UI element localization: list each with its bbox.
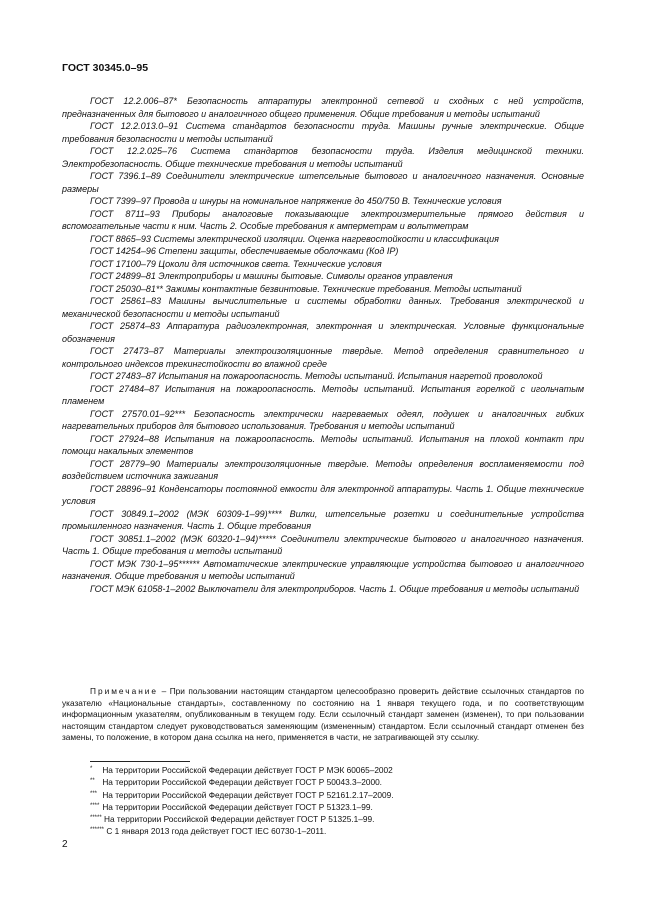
footnote-text: С 1 января 2013 года действует ГОСТ IEC 60730-1–2011.	[106, 826, 327, 837]
reference-item: ГОСТ 12.2.013.0–91 Система стандартов безопасности труда. Машины ручные электрические. Общие требования безопасности и методы испытаний	[62, 121, 584, 144]
footnote-text: На территории Российской Федерации действует ГОСТ Р 51323.1–99.	[102, 801, 373, 812]
footnote-item	[90, 801, 584, 813]
note-paragraph	[62, 686, 584, 744]
reference-item: ГОСТ 25874–83 Аппаратура радиоэлектронная, электронная и электрическая. Условные функциональные обозначения	[62, 321, 584, 344]
footnote-text: На территории Российской Федерации действует ГОСТ Р 51325.1–99.	[104, 814, 375, 825]
footnote-item	[90, 776, 584, 788]
reference-item: ГОСТ 17100–79 Цоколи для источников света. Технические условия	[90, 258, 382, 269]
note-label: Примечание	[90, 686, 159, 696]
footnotes	[90, 764, 584, 838]
footnote-marker: ****	[90, 802, 100, 809]
reference-item: ГОСТ МЭК 730-1–95****** Автоматические электрические управляющие устройства бытового и аналогичного назначения. Общие требования и методы испытаний	[62, 558, 584, 581]
reference-item: ГОСТ 12.2.006–87* Безопасность аппаратуры электронной сетевой и сходных с ней устройств, предназначенных для бытового и аналогичного общего применения. Общие требования и методы испытаний	[62, 96, 584, 119]
footnote-marker: *****	[90, 815, 102, 822]
footnote-marker: *	[90, 766, 93, 772]
footnote-marker: **	[90, 778, 95, 785]
reference-item: ГОСТ 30851.1–2002 (МЭК 60320-1–94)***** Соединители электрические бытового и аналогичного назначения. Часть 1. Общие требования и методы испытаний	[62, 533, 584, 556]
reference-item: ГОСТ 12.2.025–76 Система стандартов безопасности труда. Изделия медицинской техники. Электробезопасность. Общие технические требования и методы испытаний	[62, 146, 584, 169]
footnote-marker: ******	[90, 827, 105, 834]
reference-item: ГОСТ 14254–96 Степени защиты, обеспечиваемые оболочками (Код IP)	[90, 246, 399, 256]
reference-item: ГОСТ 24899–81 Электроприборы и машины бытовые. Символы органов управления	[90, 271, 453, 281]
reference-item: ГОСТ 27483–87 Испытания на пожароопасность. Методы испытаний. Испытания нагретой проволокой	[90, 371, 543, 381]
reference-item: ГОСТ 27570.01–92*** Безопасность электрически нагреваемых одеял, подушек и аналогичных гибких нагревательных приборов для бытового использования. Требования и методы испытаний	[62, 408, 584, 431]
reference-item: ГОСТ 27484–87 Испытания на пожароопасность. Методы испытаний. Испытания горелкой с игольчатым пламенем	[62, 383, 584, 406]
footnote-item	[90, 764, 584, 776]
reference-item: ГОСТ 7396.1–89 Соединители электрические штепсельные бытового и аналогичного назначения. Основные размеры	[62, 171, 584, 194]
reference-item: ГОСТ 8711–93 Приборы аналоговые показывающие электроизмерительные прямого действия и вспомогательные части к ним. Часть 2. Особые требования к амперметрам и вольтметрам	[62, 208, 584, 231]
footnote-divider	[90, 761, 190, 762]
footnote-text: На территории Российской Федерации действует ГОСТ Р МЭК 60065–2002	[102, 765, 393, 775]
reference-item: ГОСТ 30849.1–2002 (МЭК 60309-1–99)**** Вилки, штепсельные розетки и соединительные устройства промышленного назначения. Часть 1. Общие требования	[62, 508, 584, 531]
page-number: 2	[62, 839, 68, 850]
reference-item: ГОСТ 27473–87 Материалы электроизоляционные твердые. Метод определения сравнительного и контрольного индексов трекингстойкости во влажной среде	[62, 346, 584, 369]
footnote-item	[90, 825, 584, 837]
footnote-text: На территории Российской Федерации действует ГОСТ Р 52161.2.17–2009.	[102, 789, 394, 800]
normative-references	[62, 95, 584, 595]
footnote-text: На территории Российской Федерации действует ГОСТ Р 50043.3–2000.	[102, 777, 382, 788]
reference-item: ГОСТ 8865–93 Системы электрической изоляции. Оценка нагревостойкости и классификация	[90, 233, 499, 244]
reference-item: ГОСТ 25861–83 Машины вычислительные и системы обработки данных. Требования электрической и механической безопасности и методы испытаний	[62, 296, 584, 319]
footnote-item	[90, 789, 584, 801]
reference-item: ГОСТ МЭК 61058-1–2002 Выключатели для электроприборов. Часть 1. Общие требования и методы испытаний	[90, 583, 580, 594]
footnote-item	[90, 813, 584, 825]
reference-item: ГОСТ 28896–91 Конденсаторы постоянной емкости для электронной аппаратуры. Часть 1. Общие технические условия	[62, 483, 584, 506]
document-header: ГОСТ 30345.0–95	[62, 62, 149, 74]
reference-item: ГОСТ 25030–81** Зажимы контактные безвинтовые. Технические требования. Методы испытаний	[90, 283, 522, 294]
reference-item: ГОСТ 7399–97 Провода и шнуры на номинальное напряжение до 450/750 В. Технические условия	[90, 196, 502, 206]
note-text: – При пользовании настоящим стандартом целесообразно проверить действие ссылочных стандартов по указателю «Национальные стандарты», составленному по состоянию на 1 января текущего года, и по соответствующим информационным указателям, опубликованным в текущем году. Если ссылочный стандарт заменен (изменен), то при пользовании настоящим стандартом следует руководствоваться заменяющим (измененным) стандартом. Если ссылочный стандарт отменен без замены, то положение, в котором дана ссылка на него, применяется в части, не затрагивающей эту ссылку.	[62, 686, 584, 743]
reference-item: ГОСТ 28779–90 Материалы электроизоляционные твердые. Методы определения воспламеняемости под воздействием источника зажигания	[62, 458, 584, 481]
reference-item: ГОСТ 27924–88 Испытания на пожароопасность. Методы испытаний. Испытания на плохой контакт при помощи накальных элементов	[62, 433, 584, 456]
footnote-marker: ***	[90, 790, 98, 797]
